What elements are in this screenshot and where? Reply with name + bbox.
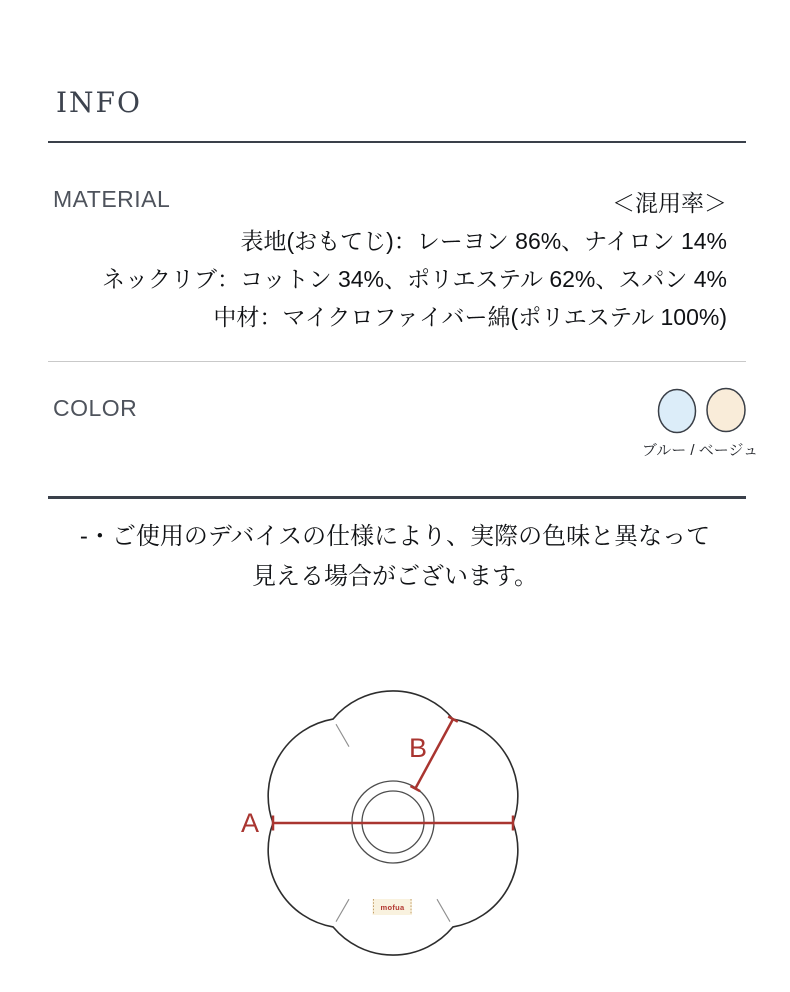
divider (48, 141, 746, 143)
material-line-neckrib: ネックリブ：コットン 34%、ポリエステル 62%、スパン 4% (102, 266, 727, 292)
swatch-beige (707, 389, 745, 432)
divider (48, 361, 746, 362)
brand-tag-text: mofua (380, 903, 405, 912)
color-section-label: COLOR (53, 395, 138, 421)
material-section-label: MATERIAL (53, 186, 171, 212)
material-composition (102, 184, 727, 336)
swatch-blue (659, 390, 696, 433)
divider (48, 496, 746, 499)
blend-ratio-heading: ＜混用率＞ (612, 190, 727, 216)
brand-tag (373, 899, 413, 915)
material-line-filling: 中材：マイクロファイバー綿(ポリエステル 100%) (213, 304, 727, 330)
page-title: INFO (56, 86, 142, 119)
label-a: A (240, 808, 259, 838)
color-swatch-group (650, 387, 760, 437)
notice-line-1: -・ご使用のデバイスの仕様により、実際の色味と異なって (79, 523, 711, 550)
material-line-outer: 表地(おもてじ)：レーヨン 86%、ナイロン 14% (240, 228, 727, 254)
color-caption: ブルー / ベージュ (641, 442, 759, 459)
device-color-notice (0, 517, 790, 597)
label-b: B (408, 733, 427, 763)
cushion-measurement-diagram (0, 660, 790, 992)
notice-line-2: 見える場合がございます。 (251, 563, 539, 590)
